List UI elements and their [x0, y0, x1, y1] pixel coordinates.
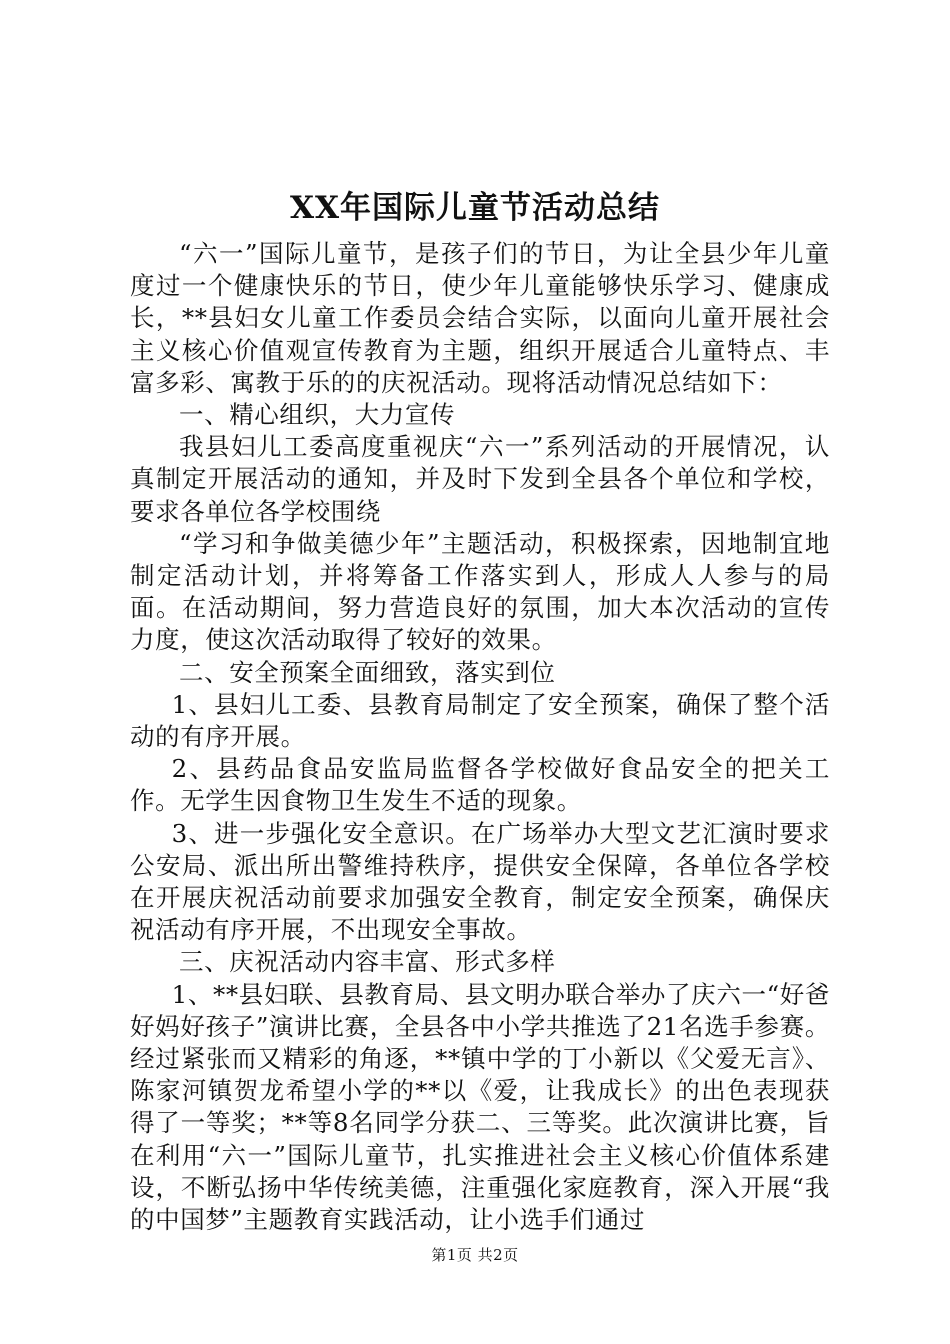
document-body	[130, 238, 830, 1236]
list-item: 1、**县妇联、县教育局、县文明办联合举办了庆六一“好爸好妈好孩子”演讲比赛，全县各中小学共推选了21名选手参赛。经过紧张而又精彩的角逐，**镇中学的丁小新以《父爱无言》、陈家河镇贺龙希望小学的**以《爱，让我成长》的出色表现获得了一等奖；**等8名同学分获二、三等奖。此次演讲比赛，旨在利用“六一”国际儿童节，扎实推进社会主义核心价值体系建设，不断弘扬中华传统美德，注重强化家庭教育，深入开展“我的中国梦”主题教育实践活动，让小选手们通过	[130, 979, 830, 1235]
section-heading-2: 二、安全预案全面细致，落实到位	[179, 657, 556, 687]
list-item: 2、县药品食品安监局监督各学校做好食品安全的把关工作。无学生因食物卫生发生不适的现象。	[130, 754, 830, 816]
list-item: 1、县妇儿工委、县教育局制定了安全预案，确保了整个活动的有序开展。	[130, 689, 830, 752]
document-title: XX年国际儿童节活动总结	[289, 190, 661, 226]
page-number: 第1页 共2页	[431, 1246, 519, 1264]
list-item: 3、进一步强化安全意识。在广场举办大型文艺汇演时要求公安局、派出所出警维持秩序，提供安全保障，各单位各学校在开展庆祝活动前要求加强安全教育，制定安全预案，确保庆祝活动有序开展，不出现安全事故。	[130, 818, 830, 945]
section-heading-3: 三、庆祝活动内容丰富、形式多样	[179, 947, 556, 977]
paragraph: “学习和争做美德少年”主题活动，积极探索，因地制宜地制定活动计划，并将筹备工作落实到人，形成人人参与的局面。在活动期间，努力营造良好的氛围，加大本次活动的宣传力度，使这次活动取得了较好的效果。	[130, 528, 830, 655]
paragraph-intro: “六一”国际儿童节，是孩子们的节日，为让全县少年儿童度过一个健康快乐的节日，使少年儿童能够快乐学习、健康成长，**县妇女儿童工作委员会结合实际，以面向儿童开展社会主义核心价值观宣传教育为主题，组织开展适合儿童特点、丰富多彩、寓教于乐的的庆祝活动。现将活动情况总结如下：	[130, 239, 830, 397]
paragraph: 我县妇儿工委高度重视庆“六一”系列活动的开展情况，认真制定开展活动的通知，并及时下发到全县各个单位和学校，要求各单位各学校围绕	[130, 432, 830, 526]
section-heading-1: 一、精心组织，大力宣传	[179, 400, 456, 430]
